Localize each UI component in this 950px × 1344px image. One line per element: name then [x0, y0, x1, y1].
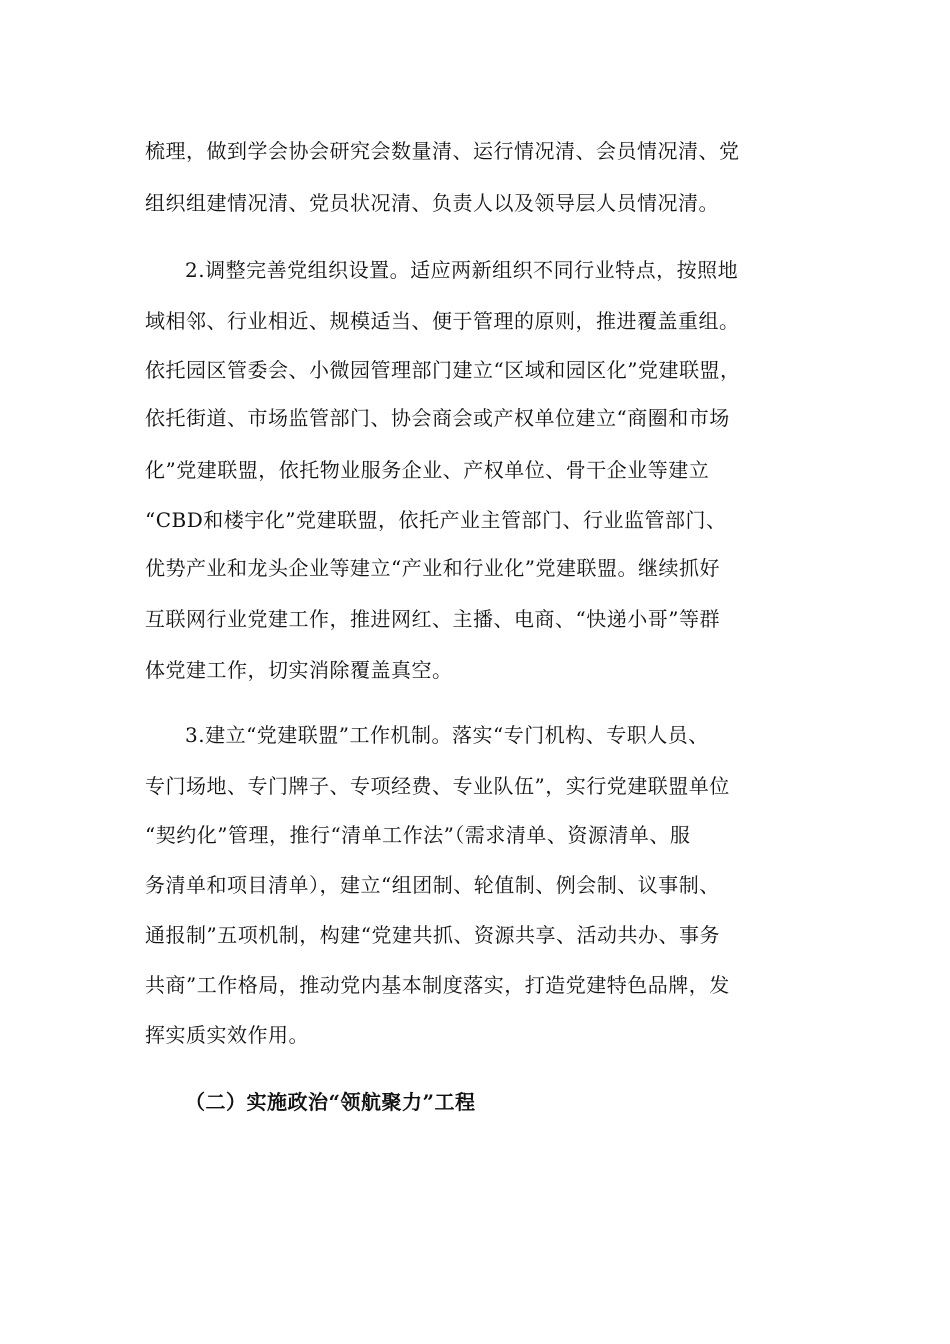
paragraph-3-line-5: 通报制”五项机制，构建“党建共抓、资源共享、活动共办、事务 — [145, 923, 720, 947]
paragraph-3-line-4: 务清单和项目清单），建立“组团制、轮值制、例会制、议事制、 — [145, 873, 720, 897]
paragraph-2-line-4: 依托街道、市场监管部门、协会商会或产权单位建立“商圈和市场 — [145, 406, 730, 430]
paragraph-2-line-6: “CBD和楼宇化”党建联盟，依托产业主管部门、行业监管部门、 — [145, 508, 727, 532]
paragraph-2-line-3: 依托园区管委会、小微园管理部门建立“区域和园区化”党建联盟， — [145, 358, 741, 382]
paragraph-2-line-2: 域相邻、行业相近、规模适当、便于管理的原则，推进覆盖重组。 — [145, 309, 740, 333]
paragraph-2-line-1: 2.调整完善党组织设置。适应两新组织不同行业特点，按照地 — [185, 258, 739, 282]
paragraph-3-line-7: 挥实质实效作用。 — [145, 1023, 309, 1047]
paragraph-1-line-1: 梳理，做到学会协会研究会数量清、运行情况清、会员情况清、党 — [145, 139, 740, 163]
paragraph-2-line-7: 优势产业和龙头企业等建立“产业和行业化”党建联盟。继续抓好 — [145, 556, 720, 580]
paragraph-2-line-5: 化”党建联盟，依托物业服务企业、产权单位、骨干企业等建立 — [145, 458, 710, 482]
paragraph-3-line-6: 共商”工作格局，推动党内基本制度落实，打造党建特色品牌，发 — [145, 973, 730, 997]
paragraph-2-line-8: 互联网行业党建工作，推进网红、主播、电商、“快递小哥”等群 — [145, 607, 720, 631]
paragraph-1-line-2: 组织组建情况清、党员状况清、负责人以及领导层人员情况清。 — [145, 191, 719, 215]
paragraph-2-line-9: 体党建工作，切实消除覆盖真空。 — [145, 658, 453, 682]
paragraph-3-line-1: 3.建立“党建联盟”工作机制。落实“专门机构、专职人员、 — [185, 723, 709, 747]
paragraph-3-line-2: 专门场地、专门牌子、专项经费、专业队伍”，实行党建联盟单位 — [145, 774, 730, 798]
section-heading: （二）实施政治“领航聚力”工程 — [185, 1090, 476, 1114]
paragraph-3-line-3: “契约化”管理，推行“清单工作法”（需求清单、资源清单、服 — [145, 823, 691, 847]
